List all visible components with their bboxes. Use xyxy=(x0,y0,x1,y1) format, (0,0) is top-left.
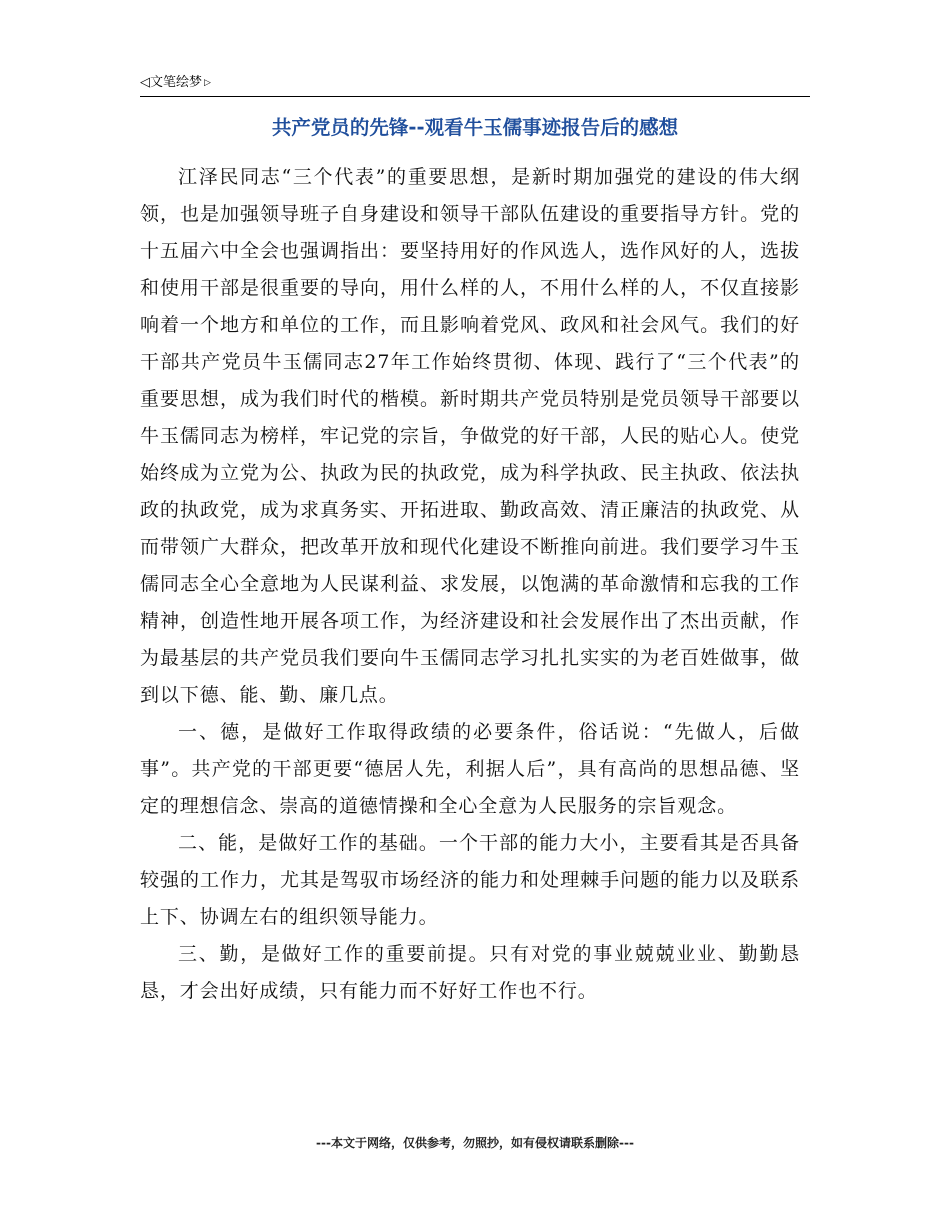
page-header xyxy=(140,72,810,97)
paragraph-diligence: 三、勤，是做好工作的重要前提。只有对党的事业兢兢业业、勤勤恳恳，才会出好成绩，只有能力而不好好工作也不行。 xyxy=(140,943,800,1002)
document-body xyxy=(140,159,800,1010)
right-triangle-icon: ▷ xyxy=(204,78,211,88)
left-triangle-icon: ◁ xyxy=(140,75,150,90)
paragraph-intro: 江泽民同志“三个代表”的重要思想，是新时期加强党的建设的伟大纲领，也是加强领导班子自身建设和领导干部队伍建设的重要指导方针。党的十五届六中全会也强调指出：要坚持用好的作风选人，选作风好的人，选拔和使用干部是很重要的导向，用什么样的人，不用什么样的人，不仅直接影响着一个地方和单位的工作，而且影响着党风、政风和社会风气。我们的好干部共产党员牛玉儒同志27年工作始终贯彻、体现、践行了“三个代表”的重要思想，成为我们时代的楷模。新时期共产党员特别是党员领导干部要以牛玉儒同志为榜样，牢记党的宗旨，争做党的好干部，人民的贴心人。使党始终成为立党为公、执政为民的执政党，成为科学执政、民主执政、依法执政的执政党，成为求真务实、开拓进取、勤政高效、清正廉洁的执政党、从而带领广大群众，把改革开放和现代化建设不断推向前进。我们要学习牛玉儒同志全心全意地为人民谋利益、求发展，以饱满的革命激情和忘我的工作精神，创造性地开展各项工作，为经济建设和社会发展作出了杰出贡献，作为最基层的共产党员我们要向牛玉儒同志学习扎扎实实的为老百姓做事，做到以下德、能、勤、廉几点。 xyxy=(140,166,800,706)
header-brand: 文笔绘梦 xyxy=(150,75,203,90)
paragraph-ability: 二、能，是做好工作的基础。一个干部的能力大小，主要看其是否具备较强的工作力，尤其是驾驭市场经济的能力和处理棘手问题的能力以及联系上下、协调左右的组织领导能力。 xyxy=(140,832,800,928)
document-title: 共产党员的先锋--观看牛玉儒事迹报告后的感想 xyxy=(271,116,679,139)
paragraph-virtue: 一、德，是做好工作取得政绩的必要条件，俗话说：“先做人，后做事”。共产党的干部更要“德居人先，利据人后”，具有高尚的思想品德、坚定的理想信念、崇高的道德情操和全心全意为人民服务的宗旨观念。 xyxy=(140,721,800,817)
page-footer: ---本文于网络，仅供参考，勿照抄，如有侵权请联系删除--- xyxy=(316,1136,634,1150)
